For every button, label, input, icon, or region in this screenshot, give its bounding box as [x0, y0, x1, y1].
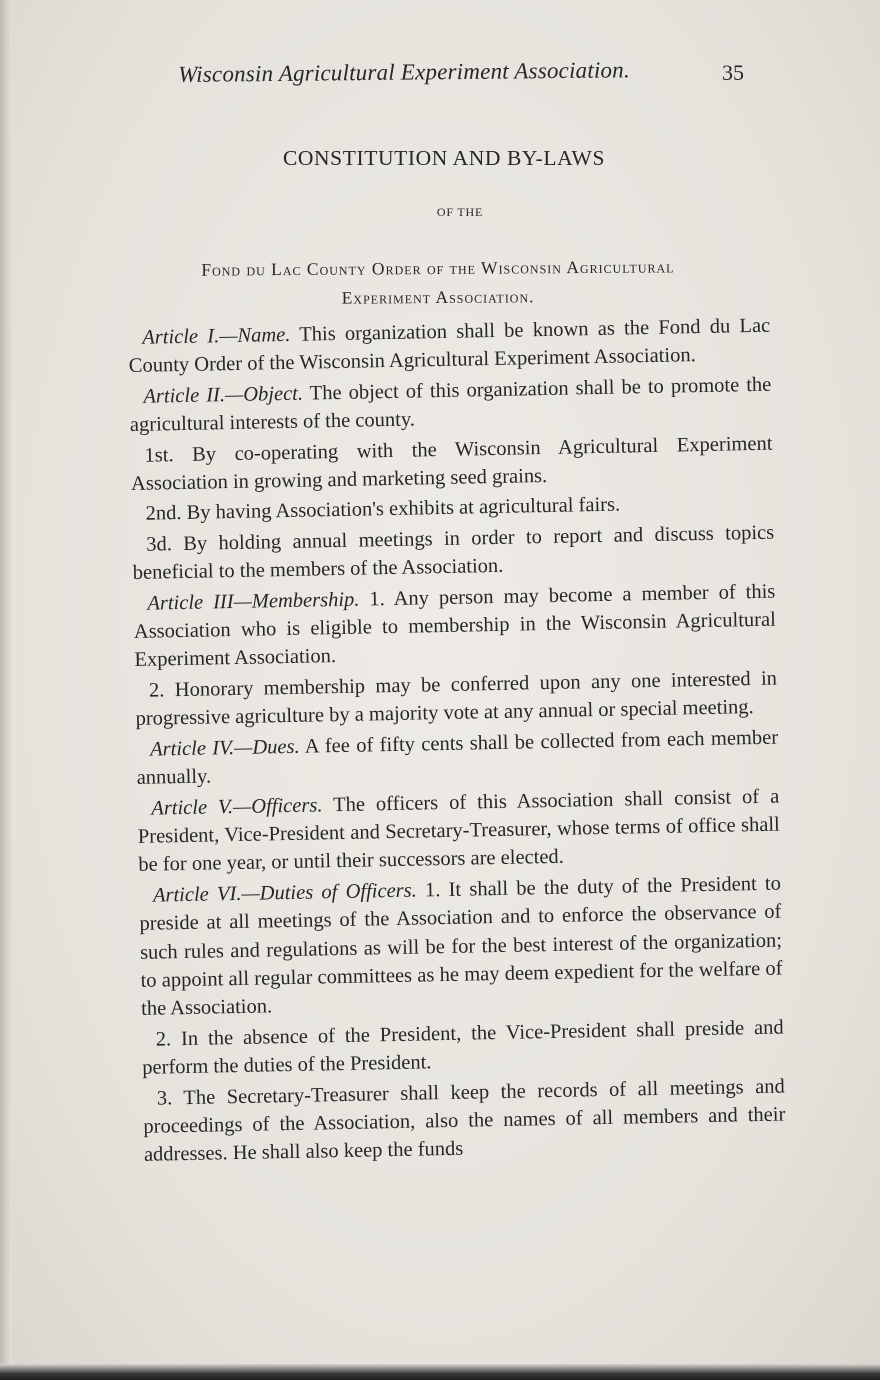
paragraph-article-3 — [133, 577, 777, 675]
paragraph-text: A fee of fifty cents shall be collected from each member annually. — [136, 726, 779, 790]
paragraph-article-6 — [139, 869, 784, 1023]
paragraph-article-1 — [128, 312, 771, 381]
paragraph-text: The object of this organization shall be to promote the agricultural interests of the county. — [129, 373, 772, 437]
paragraph-text: 2. Honorary membership may be conferred upon any one interested in progressive agriculture by a majority vote at any annual or special meeting. — [135, 667, 778, 731]
paragraph-text: 3d. By holding annual meetings in order to report and discuss topics beneficial to the members of the Association. — [132, 521, 775, 585]
subtitle-line-1: Fond du Lac County Order of the Wisconsin Agricultural — [201, 256, 675, 280]
paragraph-text: This organization shall be known as the Fond du Lac County Order of the Wisconsin Agricultural Experiment Association. — [128, 314, 771, 378]
page-number: 35 — [722, 60, 744, 85]
paragraph-object-1st — [130, 429, 773, 498]
paragraph-duties-2 — [141, 1013, 784, 1082]
paragraph-text: 1. Any person may become a member of this Association who is eligible to membership in the Wisconsin Agricultural Experiment Association. — [133, 580, 777, 672]
page-bottom-edge — [0, 1364, 880, 1380]
document-subtitle — [118, 252, 758, 314]
running-head-title: Wisconsin Agricultural Experiment Association. — [178, 57, 630, 87]
title-connector: OF THE — [436, 205, 484, 219]
paragraph-text: 2. In the absence of the President, the Vice-President shall preside and perform the duties of the President. — [142, 1016, 784, 1080]
paragraph-article-2 — [129, 370, 772, 439]
paragraph-article-4 — [136, 723, 779, 792]
paragraph-membership-2 — [135, 664, 778, 733]
paragraph-article-5 — [137, 782, 781, 880]
paragraph-text: 1. It shall be the duty of the President to preside at all meetings of the Association and to enforce the observance of such rules and regulations as will be for the best interest of the organization; to appoint all regular committees as he may deem expedient for the welfare of the Association. — [139, 872, 783, 1021]
paragraph-object-3d — [132, 518, 775, 587]
paragraph-duties-3 — [143, 1072, 787, 1170]
paragraph-text: 2nd. By having Association's exhibits at agricultural fairs. — [145, 494, 621, 526]
paragraph-text: 3. The Secretary-Treasurer shall keep the records of all meetings and proceedings of the Association, also the names of all members and their addresses. He shall also keep the funds — [143, 1075, 786, 1167]
article-heading: Article I.—Name. — [142, 323, 291, 349]
article-heading: Article V.—Officers. — [151, 793, 323, 820]
subtitle-line-2: Experiment Association. — [341, 286, 535, 308]
article-heading: Article VI.—Duties of Officers. — [152, 879, 417, 907]
document-title: CONSTITUTION AND BY-LAWS — [282, 146, 606, 170]
article-heading: Article III—Membership. — [147, 588, 360, 615]
article-heading: Article II.—Object. — [143, 382, 304, 408]
article-heading: Article IV.—Dues. — [149, 735, 300, 761]
body-text — [128, 312, 786, 1170]
paragraph-text: 1st. By co-operating with the Wisconsin Agricultural Experiment Association in growing and marketing seed grains. — [130, 432, 773, 495]
paragraph-text: The officers of this Association shall consist of a President, Vice-President and Secretary-Treasurer, whose terms of office shall be for one year, or until their successors are elected. — [137, 785, 780, 877]
